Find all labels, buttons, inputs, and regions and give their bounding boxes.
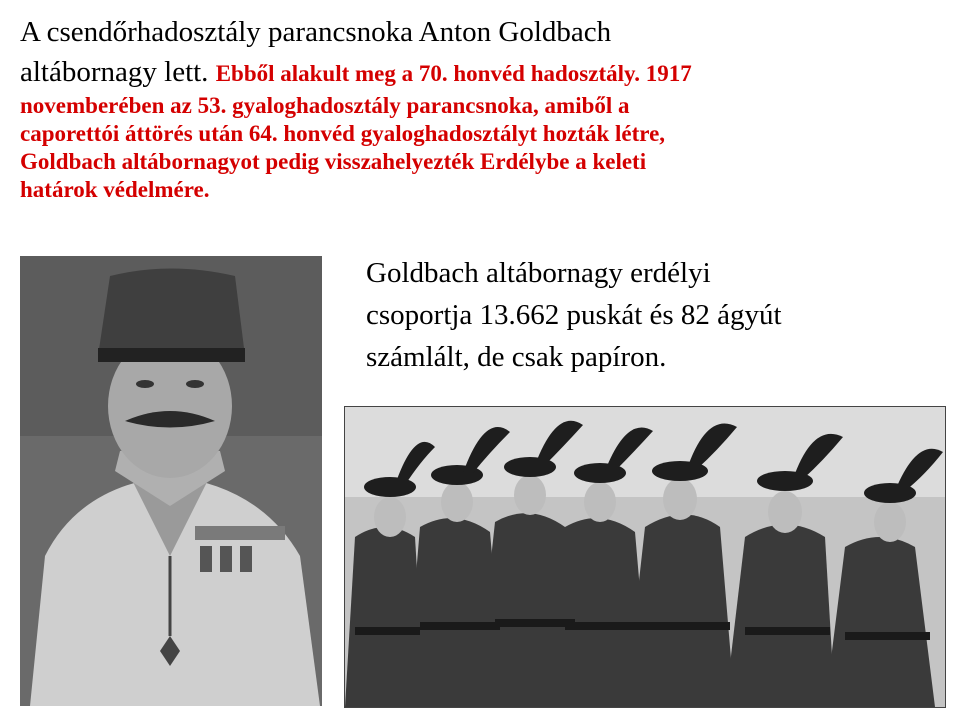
top-line-6-red: határok védelmére. [20, 177, 210, 202]
portrait-illustration [20, 256, 322, 706]
top-line-2-red: Ebből alakult meg a 70. honvéd hadosztály. 1917 [215, 61, 692, 86]
group-photo [344, 406, 946, 708]
right-line-3: számlált, de csak papíron. [366, 341, 667, 373]
top-line-2 [20, 52, 920, 94]
top-line-1: A csendőrhadosztály parancsnoka Anton Goldbach [20, 16, 612, 48]
top-paragraph [20, 12, 920, 206]
right-line-1: Goldbach altábornagy erdélyi [366, 257, 711, 289]
top-line-4-red: caporettói áttörés után 64. honvéd gyaloghadosztályt hozták létre, [20, 121, 666, 146]
group-illustration [345, 407, 945, 707]
top-line-3-red: novemberében az 53. gyaloghadosztály parancsnoka, amiből a [20, 93, 630, 118]
top-line-2-black: altábornagy lett. [20, 56, 216, 88]
portrait-photo [20, 256, 322, 706]
right-paragraph [366, 252, 926, 378]
right-line-2: csoportja 13.662 puskát és 82 ágyút [366, 299, 782, 331]
top-line-5-red: Goldbach altábornagyot pedig visszahelyezték Erdélybe a keleti [20, 149, 647, 174]
